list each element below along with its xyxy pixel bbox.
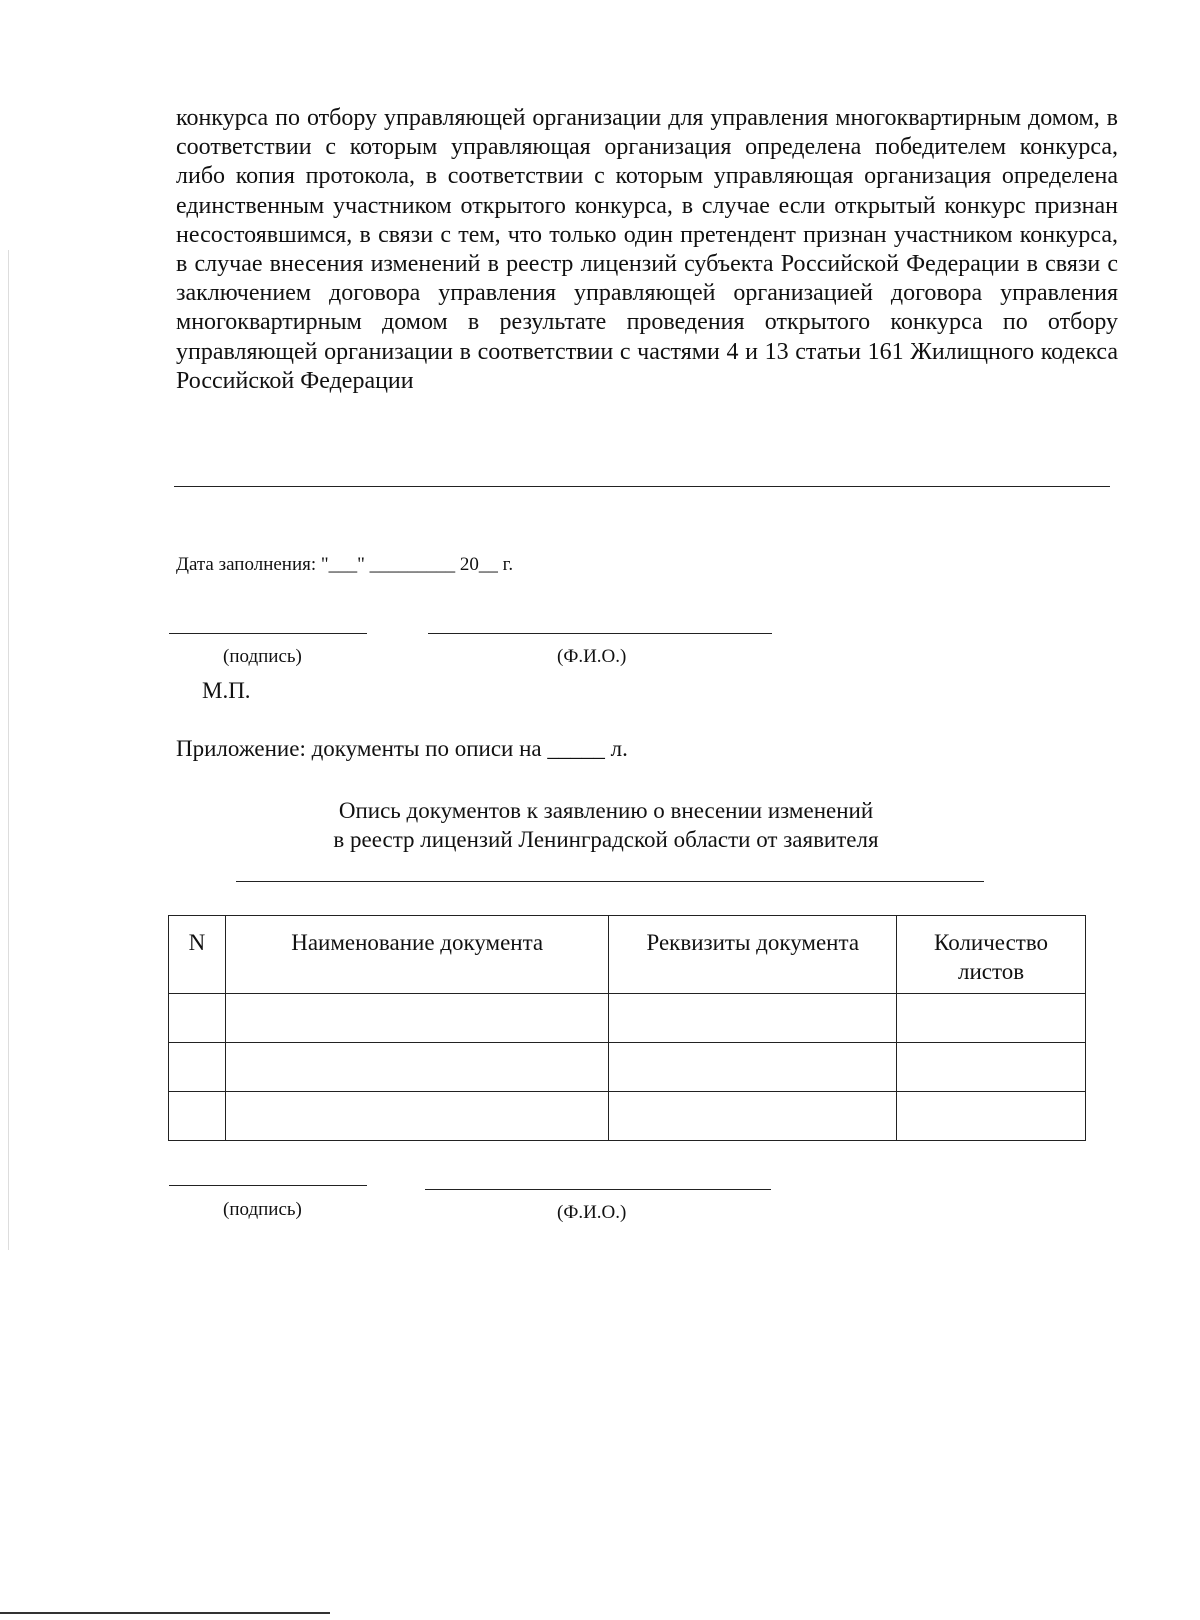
table-header-row	[169, 916, 1086, 994]
fio-label-1: (Ф.И.О.)	[557, 646, 627, 667]
header-number: N	[169, 916, 226, 994]
signature-line-1	[169, 633, 367, 634]
applicant-name-line	[174, 486, 1110, 487]
appendix-line: Приложение: документы по описи на _____ л.	[176, 736, 628, 761]
table-cell	[897, 994, 1086, 1043]
stamp-placeholder: М.П.	[202, 678, 251, 703]
table-cell	[225, 1043, 609, 1092]
table-row	[169, 1092, 1086, 1141]
table-cell	[225, 994, 609, 1043]
table-cell	[897, 1043, 1086, 1092]
table-cell	[225, 1092, 609, 1141]
header-sheet-count: Количество листов	[897, 916, 1086, 994]
table-row	[169, 994, 1086, 1043]
header-document-details: Реквизиты документа	[609, 916, 897, 994]
body-paragraph: конкурса по отбору управляющей организации для управления многоквартирным домом, в соответствии с которым управляющая организация определена победителем конкурса, либо копия протокола, в соответствии с которым управляющая организация определена единственным участником открытого конкурса, в случае если открытый конкурс признан несостоявшимся, в связи с тем, что только один претендент признан участником конкурса, в случае внесения изменений в реестр лицензий субъекта Российской Федерации в связи с заключением договора управления управляющей организацией договора управления многоквартирным домом в результате проведения открытого конкурса по отбору управляющей организации в соответствии с частями 4 и 13 статьи 161 Жилищного кодекса Российской Федерации	[176, 105, 1118, 394]
signature-label-2: (подпись)	[223, 1199, 302, 1220]
table-cell	[169, 1092, 226, 1141]
applicant-line	[236, 881, 984, 882]
signature-label-1: (подпись)	[223, 646, 302, 667]
header-document-name: Наименование документа	[225, 916, 609, 994]
table-cell	[897, 1092, 1086, 1141]
signature-line-2	[169, 1185, 367, 1186]
table-cell	[609, 994, 897, 1043]
fio-line-2	[425, 1189, 771, 1190]
table-cell	[609, 1043, 897, 1092]
scan-edge-bottom	[0, 1612, 330, 1614]
documents-table	[168, 915, 1086, 1141]
fio-line-1	[428, 633, 772, 634]
table-cell	[169, 1043, 226, 1092]
scan-edge-left	[8, 250, 9, 1250]
fio-label-2: (Ф.И.О.)	[557, 1202, 627, 1223]
fill-date: Дата заполнения: "___" _________ 20__ г.	[176, 554, 514, 575]
table-cell	[609, 1092, 897, 1141]
table-row	[169, 1043, 1086, 1092]
inventory-title-line-1: Опись документов к заявлению о внесении изменений	[338, 798, 874, 823]
inventory-title-line-2: в реестр лицензий Ленинградской области от заявителя	[333, 827, 879, 852]
table-cell	[169, 994, 226, 1043]
inventory-title	[176, 796, 1036, 854]
